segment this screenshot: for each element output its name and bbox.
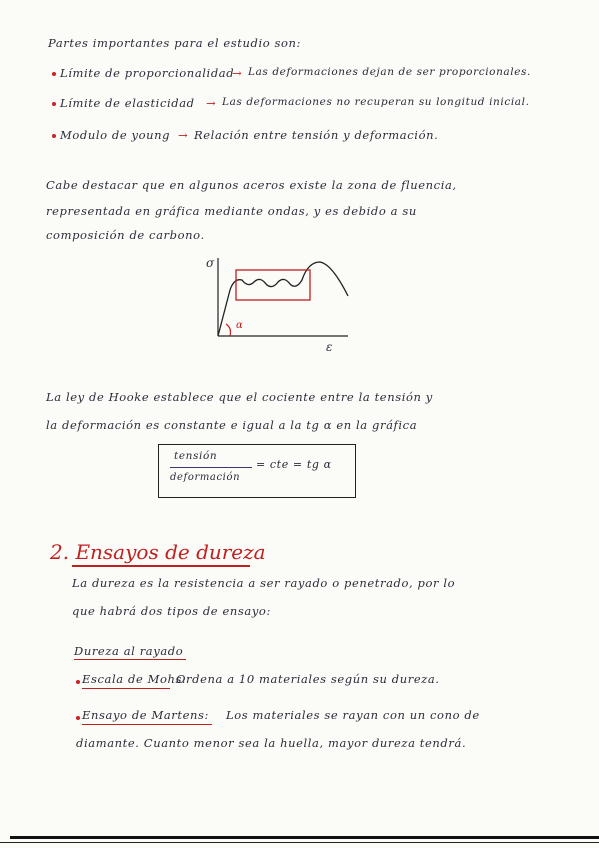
bullet-dot (52, 72, 56, 76)
test-desc-1: Ordena a 10 materiales según su dureza. (176, 672, 440, 686)
arrow-2: → (206, 96, 217, 110)
paragraph2-line1: La ley de Hooke establece que el cociente entre la tensión y (46, 390, 433, 404)
bullet-dot (76, 716, 80, 720)
bullet-term-1: Límite de proporcionalidad (60, 66, 235, 80)
bullet-term-2: Límite de elasticidad (60, 96, 195, 110)
subheading-underline (74, 659, 186, 660)
formula-rhs: = cte = tg α (256, 458, 332, 471)
angle-label: α (236, 320, 244, 331)
test-term-underline (82, 688, 170, 689)
bullet-term-3: Modulo de young (60, 128, 171, 142)
test-term-2: Ensayo de Martens: (82, 708, 209, 722)
bullet-dot (52, 102, 56, 106)
x-axis-label: ε (326, 340, 334, 354)
arrow-3: → (178, 128, 189, 142)
paragraph1-line2: representada en gráfica mediante ondas, y es debido a su (46, 204, 417, 218)
paragraph3-line1: La dureza es la resistencia a ser rayado o penetrado, por lo (72, 576, 456, 590)
angle-arc (226, 324, 231, 336)
test-desc-2: Los materiales se rayan con un cono de (226, 708, 480, 722)
formula-numerator: tensión (174, 450, 218, 462)
bullet-desc-3: Relación entre tensión y deformación. (194, 128, 439, 142)
yield-zone-box (236, 270, 310, 300)
stress-strain-graph (198, 248, 368, 358)
paragraph1-line1: Cabe destacar que en algunos aceros existe la zona de fluencia, (46, 178, 457, 192)
y-axis-label: σ (206, 256, 215, 270)
heading-underline (72, 565, 250, 567)
bullet-dot (76, 680, 80, 684)
scan-edge (0, 842, 599, 843)
arrow-1: → (232, 66, 243, 80)
paragraph2-line2: la deformación es constante e igual a la tg α en la gráfica (46, 418, 418, 432)
test-term-underline (82, 724, 212, 725)
section-heading: 2. Ensayos de dureza (50, 540, 266, 564)
bullet-dot (52, 134, 56, 138)
test-desc-2b: diamante. Cuanto menor sea la huella, mayor dureza tendrá. (76, 736, 467, 750)
fraction-bar (170, 467, 252, 468)
bullet-desc-1: Las deformaciones dejan de ser proporcionales. (248, 66, 531, 78)
paragraph1-line3: composición de carbono. (46, 228, 205, 242)
paragraph3-line2: que habrá dos tipos de ensayo: (72, 604, 271, 618)
subheading: Dureza al rayado (74, 644, 184, 658)
scan-edge (10, 836, 599, 839)
formula-denominator: deformación (170, 472, 241, 483)
test-term-1: Escala de Mohs: (82, 672, 187, 686)
intro-text: Partes importantes para el estudio son: (48, 36, 302, 50)
bullet-desc-2: Las deformaciones no recuperan su longitud inicial. (222, 96, 530, 108)
